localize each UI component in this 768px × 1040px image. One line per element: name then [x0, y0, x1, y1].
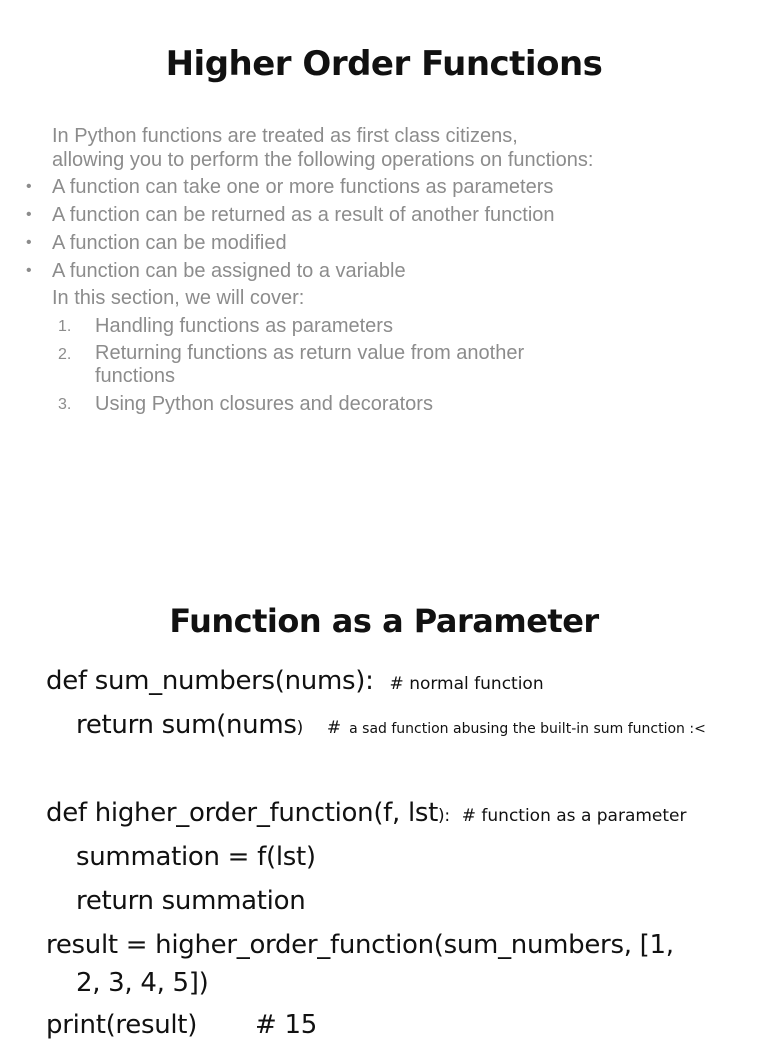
bullet-icon: • — [26, 262, 32, 279]
bullet-text: A function can be assigned to a variable — [52, 260, 406, 282]
bullet-item — [0, 258, 760, 286]
code-text: result = higher_order_function(sum_numbers, [1, — [46, 930, 674, 960]
bullet-item — [0, 174, 760, 202]
item-number: 3. — [58, 396, 72, 413]
code-comment: # normal function — [389, 674, 544, 694]
code-text: summation = f(lst) — [76, 842, 316, 872]
code-text: return summation — [76, 886, 306, 916]
numbered-item — [0, 314, 655, 338]
code-comment-hash: # — [326, 718, 342, 738]
intro-line: In Python functions are treated as first class citizens, — [52, 125, 518, 147]
code-paren: ) — [296, 718, 303, 738]
bullet-icon: • — [26, 178, 32, 195]
code-line — [76, 842, 316, 872]
item-text: Using Python closures and decorators — [95, 393, 433, 415]
bullet-text: A function can be returned as a result of another function — [52, 204, 555, 226]
bullet-item — [0, 230, 760, 258]
code-text: return sum(nums — [76, 710, 297, 740]
code-line — [76, 710, 706, 740]
bullet-icon: • — [26, 234, 32, 251]
bullet-item — [0, 202, 760, 230]
code-text: def higher_order_function(f, lst — [46, 798, 439, 828]
code-comment: # 15 — [255, 1010, 317, 1040]
code-text: print(result) — [46, 1010, 198, 1040]
code-line — [76, 886, 305, 916]
code-line — [76, 968, 208, 998]
code-line — [46, 666, 544, 696]
code-line — [46, 1010, 317, 1040]
numbered-item — [0, 392, 655, 416]
code-paren: ): — [438, 806, 450, 826]
code-comment: a sad function abusing the built-in sum function :< — [349, 721, 706, 737]
bullet-icon: • — [26, 206, 32, 223]
code-line — [46, 930, 674, 960]
item-text: Returning functions as return value from another — [95, 342, 525, 364]
numbered-list — [0, 314, 760, 420]
intro-paragraph — [52, 124, 742, 172]
bullet-text: A function can take one or more functions as parameters — [52, 176, 554, 198]
code-line — [46, 798, 687, 828]
section-cover-heading: In this section, we will cover: — [52, 287, 305, 309]
numbered-item — [0, 342, 655, 388]
item-text: Handling functions as parameters — [95, 315, 393, 337]
item-text-continued: functions — [95, 365, 176, 387]
code-text: def sum_numbers(nums): — [46, 666, 374, 696]
slide-function-as-parameter — [0, 520, 768, 1040]
code-text: 2, 3, 4, 5]) — [76, 968, 209, 998]
slide-title: Higher Order Functions — [165, 44, 603, 84]
bullet-text: A function can be modified — [52, 232, 287, 254]
code-comment: # function as a parameter — [461, 806, 687, 826]
intro-line: allowing you to perform the following operations on functions: — [52, 149, 594, 171]
slide-title: Function as a Parameter — [169, 602, 599, 640]
bullet-list — [0, 174, 760, 286]
item-number: 2. — [58, 346, 72, 363]
item-number: 1. — [58, 318, 72, 335]
